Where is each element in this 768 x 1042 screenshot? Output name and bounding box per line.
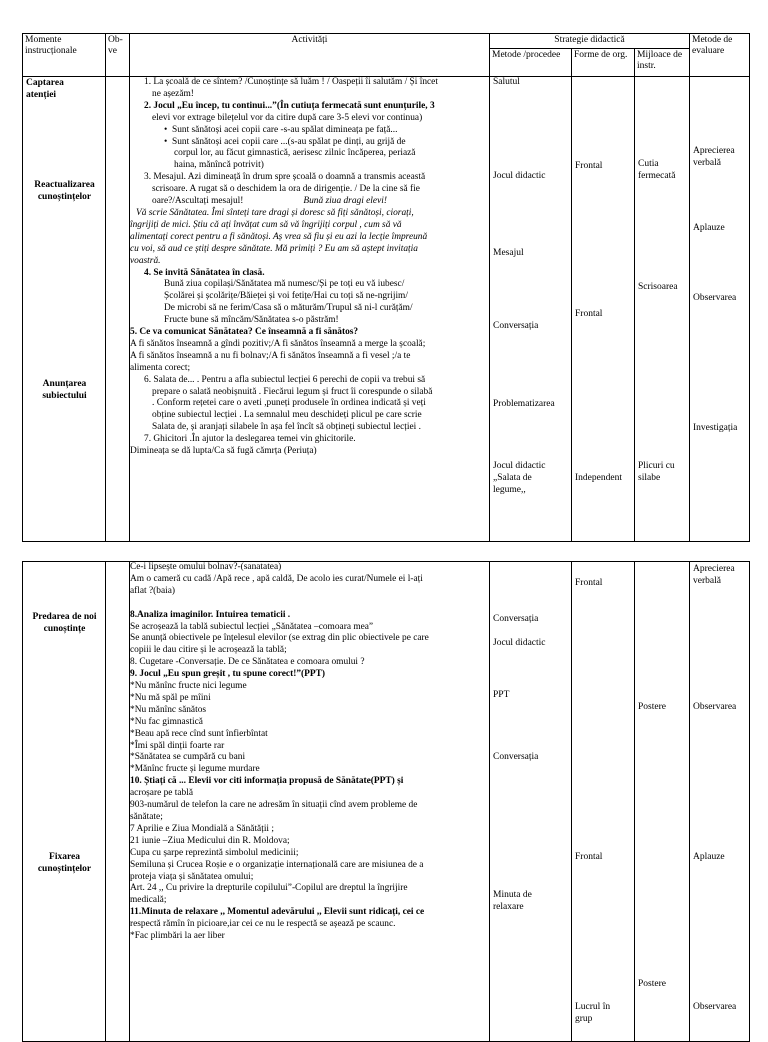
method-item: Mesajul (493, 248, 524, 258)
activity-text: oare?/Ascultați mesajul! (152, 196, 244, 207)
evaluation-column (690, 562, 750, 1042)
lesson-plan-table-2 (22, 561, 750, 1042)
means-item: Postere (638, 979, 666, 989)
activity-line: . Conform rețetei care o aveti ,puneți produsele în ordinea indicată și veți (152, 398, 426, 409)
activity-line: *Nu mă spăl pe mîini (130, 692, 211, 703)
header-evaluare: Metode de evaluare (690, 34, 750, 77)
method-item: Conversația (493, 321, 539, 331)
method-item: Problematizarea (493, 399, 555, 409)
evaluation-item: Aprecierea verbală (693, 564, 735, 586)
means-item: Scrisoarea (638, 282, 678, 292)
activity-line: Art. 24 ,, Cu privire la drepturile copilului”-Copilul are dreptul la îngrijire (130, 883, 408, 894)
activity-line: obține subiectul lecției . La semnalul meu deschideți plicul pe care scrie (152, 410, 422, 421)
activity-line: *Nu mănînc sănătos (130, 704, 207, 715)
activity-line (130, 196, 489, 208)
activity-line: *Sănătatea se cumpără cu bani (130, 752, 246, 763)
method-item: Minuta de relaxare (493, 890, 532, 912)
objectives-column (106, 77, 130, 542)
method-item: Jocul didactic (493, 638, 546, 648)
form-item: Frontal (575, 309, 603, 319)
activity-line: Dimineața se dă lupta/Ca să fugă cămrța (Periuța) (130, 446, 317, 457)
evaluation-item: Aplauze (693, 852, 725, 862)
activity-line: Școlărei și școlărițe/Băieței și voi fetițe/Hai cu toți să ne-ngrijim/ (164, 291, 408, 302)
activity-line: Se acroșează la tablă subiectul lecției „Sănătatea –comoara mea” (130, 621, 374, 632)
objectives-column (106, 562, 130, 1042)
activity-line: 5. Ce va comunicat Sănătatea? Ce înseamnă a fi sănătos? (130, 327, 359, 338)
header-obiective: Ob-ve (106, 34, 130, 77)
activity-line: îngrijiți de mici. Știu că ați învățat cum să vă îngrijiți corpul , cum să vă (130, 219, 402, 230)
activity-line: *Beau apă rece cînd sunt înfierbîntat (130, 728, 268, 739)
header-momente: Momente instrucționale (23, 34, 106, 77)
evaluation-item: Observarea (693, 702, 737, 712)
method-item: PPT (493, 690, 510, 700)
evaluation-item: Aprecierea verbală (693, 146, 735, 168)
method-item: Jocul didactic „Salata de legume,, (493, 461, 546, 495)
activity-line: Semiluna și Crucea Roșie e o organizație internațională care are misiunea de a (130, 859, 424, 870)
methods-column (490, 77, 572, 542)
activities-column (130, 77, 490, 542)
evaluation-item: Observarea (693, 293, 737, 303)
activity-line: elevi vor extrage bilețelul vor da citire după care 3-5 elevi vor continua) (152, 112, 423, 123)
activity-line: Se anunță obiectivele pe înțelesul elevilor (se extrag din plic obiectivele pe care (130, 633, 429, 644)
form-item: Frontal (575, 578, 603, 588)
activity-line: 7. Ghicitori .În ajutor la deslegarea temei vin ghicitorile. (144, 434, 356, 445)
activity-line: 4. Se invită Sănătatea în clasă. (144, 267, 265, 278)
moment-label: Predarea de noi cunoștințe (32, 612, 97, 634)
means-column (635, 562, 690, 1042)
means-item: Plicuri cu silabe (638, 461, 675, 483)
method-item: Jocul didactic (493, 171, 546, 181)
method-item: Salutul (493, 77, 520, 87)
activity-line: 7 Aprilie e Ziua Mondială a Sănătății ; (130, 823, 274, 834)
activity-line: *Fac plimbări la aer liber (130, 931, 225, 942)
activity-line: 11.Minuta de relaxare ,, Momentul adevărului ,, Elevii sunt ridicați, cei ce (130, 907, 425, 918)
means-column (635, 77, 690, 542)
activity-line: *Îmi spăl dinții foarte rar (130, 740, 225, 751)
activity-line: Sunt sănătoși acei copii care ...(s-au spălat pe dinți, au grijă de (171, 136, 406, 147)
activity-line: Salata de, și aranjați silabele în așa fel încît să obțineți subiectul lecției . (152, 422, 421, 433)
moment-label: Captarea atenției (26, 78, 64, 100)
activity-line: Ce-i lipsește omului bolnav?-(sanatatea) (130, 562, 282, 572)
activity-line: *Nu mănînc fructe nici legume (130, 681, 247, 692)
activity-line: Sunt sănătoși acei copii care -s-au spălat dimineața pe față... (171, 124, 398, 135)
activity-line: corpul lor, au făcut gimnastică, aerisesc zilnic încăperea, periază (174, 148, 416, 159)
header-activitati: Activități (130, 34, 490, 77)
activity-line: alimenta corect; (130, 362, 191, 373)
bullet-icon: • (164, 124, 172, 135)
blank-line (130, 598, 489, 610)
moments-column (23, 77, 106, 542)
activity-line: ne așezăm! (152, 88, 194, 99)
form-item: Lucrul în grup (575, 1002, 611, 1024)
activity-line: voastră. (130, 255, 161, 266)
activities-column (130, 562, 490, 1042)
activity-line: copiii le dau citire și le acroșează la tablă; (130, 645, 287, 656)
forms-column (572, 77, 635, 542)
moment-label: Anunțarea subiectului (42, 379, 87, 401)
activity-line: *Mănînc fructe și legume murdare (130, 764, 260, 775)
activity-bullet (130, 137, 489, 149)
header-forme: Forme de org. (572, 49, 635, 77)
method-item: Conversația (493, 752, 539, 762)
activity-line: medicală; (130, 895, 167, 906)
activity-bullet (130, 125, 489, 137)
activity-line: 3. Mesajul. Azi dimineață în drum spre școală o doamnă a transmis această (144, 172, 426, 183)
lesson-plan-table-1 (22, 33, 750, 542)
activity-line: aflat ?(baia) (130, 585, 176, 596)
activity-line: Fructe bune să mîncăm/Sănătatea s-o păstrăm! (164, 315, 339, 326)
activity-line: *Nu fac gimnastică (130, 716, 203, 727)
activity-line: cu voi, să aud ce știți despre sănătate. Mă primiți ? Eu am să aștept invitația (130, 243, 418, 254)
moments-column (23, 562, 106, 1042)
activity-line: scrisoare. A rugat să o deschidem la ora de dirigenție. / De la cine să fie (152, 184, 420, 195)
means-text: Cutia fermecată (638, 159, 676, 181)
activity-line: Vă scrie Sănătatea. Îmi sînteți tare dragi și doresc să fiți sănătoși, ciorați, (136, 207, 414, 218)
form-item: Frontal (575, 161, 603, 171)
moment-label: Fixarea cunoștințelor (37, 852, 92, 874)
activity-line: alimentați corect pentru a fi sănătoși. Aș vrea să fiu și eu azi la lecție împreună (130, 231, 428, 242)
bullet-icon: • (164, 136, 172, 147)
activity-line: Bună ziua copilași/Sănătatea mă numesc/Și pe toți eu vă iubesc/ (164, 279, 405, 290)
activity-line: Am o cameră cu cadă /Apă rece , apă caldă, De acolo ies curat/Numele ei l-ați (130, 573, 423, 584)
evaluation-item: Observarea (693, 1002, 737, 1012)
header-strategie: Strategie didactică (490, 34, 690, 49)
header-mijloace: Mijloace de instr. (635, 49, 690, 77)
activity-line: acroșare pe tablă (130, 788, 193, 799)
means-item (638, 159, 686, 183)
activity-line: 1. La școală de ce sîntem? /Cunoștințe să luăm ! / Oaspeții îi salutăm / Și încet (144, 77, 438, 87)
activity-line: 10. Știați că ... Elevii vor citi informația propusă de Sănătate(PPT) și (130, 776, 404, 787)
activity-line: 9. Jocul „Eu spun greșit , tu spune corect!”(PPT) (130, 669, 325, 680)
evaluation-column (690, 77, 750, 542)
header-metode: Metode /procedee (490, 49, 572, 77)
activity-line: 8. Cugetare -Conversație. De ce Sănătatea e comoara omului ? (130, 657, 365, 668)
activity-line: prepare o salată neobișnuită . Fiecărui legum și fruct îi corespunde o silabă (152, 386, 433, 397)
activity-line: 21 iunie –Ziua Medicului din R. Moldova; (130, 835, 290, 846)
evaluation-item: Aplauze (693, 223, 725, 233)
activity-line: 2. Jocul „Eu încep, tu continui...”(În cutiuța fermecată sunt enunțurile, 3 (144, 100, 435, 111)
moment-label: Reactualizarea cunoștințelor (34, 180, 95, 202)
evaluation-item: Investigația (693, 423, 738, 433)
activity-line: 903-numărul de telefon la care ne adresăm în situații cînd avem probleme de (130, 800, 418, 811)
means-item: Postere (638, 702, 666, 712)
activity-line: Cupa cu șarpe reprezintă simbolul medicinii; (130, 847, 299, 858)
activity-line: A fi sănătos înseamnă a nu fi bolnav;/A fi sănătos înseamnă a fi vesel ;/a te (130, 350, 411, 361)
method-item: Conversația (493, 614, 539, 624)
methods-column (490, 562, 572, 1042)
form-item: Frontal (575, 852, 603, 862)
forms-column (572, 562, 635, 1042)
activity-line: 6. Salata de... . Pentru a afla subiectul lecției 6 perechi de copii va trebui să (144, 374, 426, 385)
activity-text: Bună ziua dragi elevi! (303, 196, 387, 207)
activity-line: proteja viața și sănătatea omului; (130, 871, 254, 882)
activity-line: sănătate; (130, 812, 163, 823)
activity-line: 8.Analiza imaginilor. Intuirea tematicii . (130, 609, 291, 620)
activity-line: respectă rămîn în picioare,iar cei ce nu le respectă se așează pe scaunc. (130, 919, 396, 930)
activity-line: haina, mănîncă potrivit) (174, 160, 264, 171)
activity-line: De microbi să ne ferim/Casa să o măturăm/Trupul să ni-l curățăm/ (164, 303, 413, 314)
activity-line: A fi sănătos înseamnă a gîndi pozitiv;/A fi sănătos înseamnă a merge la școală; (130, 338, 426, 349)
form-item: Independent (575, 473, 622, 483)
